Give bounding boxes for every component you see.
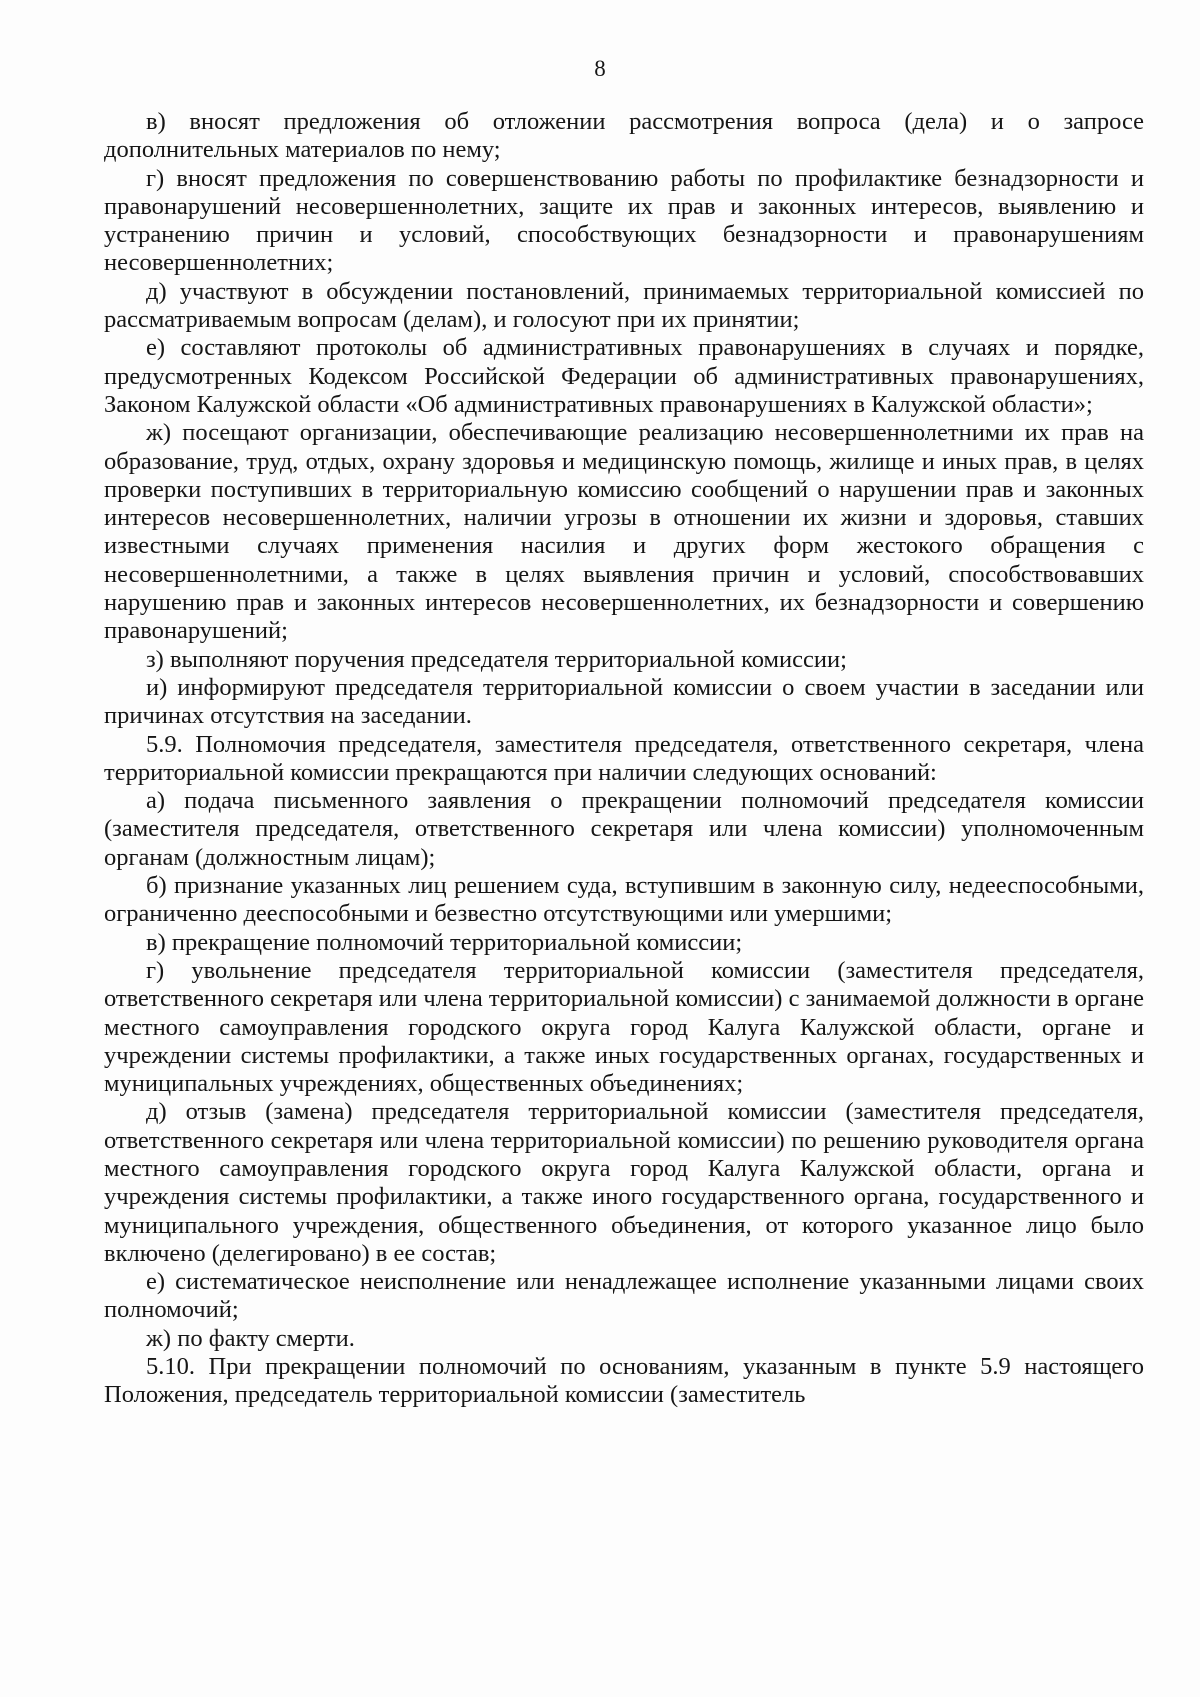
paragraph-5-10-termination-effect: 5.10. При прекращении полномочий по основаниям, указанным в пункте 5.9 настоящего Положения, председатель территориальной комиссии (заместитель [104, 1353, 1144, 1409]
paragraph-i-inform: и) информируют председателя территориальной комиссии о своем участии в заседании или причинах отсутствия на заседании. [104, 673, 1144, 730]
paragraph-d-recall: д) отзыв (замена) председателя территориальной комиссии (заместителя председателя, ответственного секретаря или члена территориальной комиссии) по решению руководителя органа местного самоуправления городского округа город Калуга Калужской области, органа и учреждения системы профилактики, а также иного государственного органа, государственного и муниципального учреждения, общественного объединения, от которого указанное лицо было включено (делегировано) в ее состав; [104, 1098, 1144, 1267]
paragraph-e-nonperformance: е) систематическое неисполнение или ненадлежащее исполнение указанными лицами своих полномочий; [104, 1268, 1144, 1324]
document-body [104, 108, 1144, 1410]
paragraph-a-written-application: а) подача письменного заявления о прекращении полномочий председателя комиссии (заместителя председателя, ответственного секретаря или члена комиссии) уполномоченным органам (должностным лицам); [104, 787, 1144, 871]
paragraph-b-court-decision: б) признание указанных лиц решением суда, вступившим в законную силу, недееспособными, ограниченно дееспособными и безвестно отсутствующими или умершими; [104, 872, 1144, 928]
paragraph-z-instructions: з) выполняют поручения председателя территориальной комиссии; [146, 645, 847, 673]
paragraph-v-postpone-proposals: в) вносят предложения об отложении рассмотрения вопроса (дела) и о запросе дополнительных материалов по нему; [104, 108, 1144, 164]
paragraph-g-improvement-proposals: г) вносят предложения по совершенствованию работы по профилактике безнадзорности и правонарушений несовершеннолетних, защите их прав и законных интересов, выявлению и устранению причин и условий, способствующих безнадзорности и правонарушениям несовершеннолетних; [104, 164, 1144, 277]
paragraph-v-commission-termination: в) прекращение полномочий территориальной комиссии; [146, 928, 743, 956]
page-number: 8 [594, 56, 606, 81]
paragraph-5-9-termination: 5.9. Полномочия председателя, заместителя председателя, ответственного секретаря, члена территориальной комиссии прекращаются при наличии следующих оснований: [104, 730, 1144, 786]
paragraph-e-protocols: е) составляют протоколы об административных правонарушениях в случаях и порядке, предусмотренных Кодексом Российской Федерации об административных правонарушениях, Законом Калужской области «Об административных правонарушениях в Калужской области»; [104, 334, 1144, 418]
paragraph-d-participation: д) участвуют в обсуждении постановлений, принимаемых территориальной комиссией по рассматриваемым вопросам (делам), и голосуют при их принятии; [104, 277, 1144, 334]
paragraph-zh-visits: ж) посещают организации, обеспечивающие реализацию несовершеннолетними их прав на образование, труд, отдых, охрану здоровья и медицинскую помощь, жилище и иных прав, в целях проверки поступивших в территориальную комиссию сообщений о нарушении прав и законных интересов несовершеннолетних, наличии угрозы в отношении их жизни и здоровья, ставших известными случаях применения насилия и других форм жестокого обращения с несовершеннолетними, а также в целях выявления причин и условий, способствовавших нарушению прав и законных интересов несовершеннолетних, их безнадзорности и совершению правонарушений; [104, 419, 1144, 645]
paragraph-g-dismissal: г) увольнение председателя территориальной комиссии (заместителя председателя, ответственного секретаря или члена территориальной комиссии) с занимаемой должности в органе местного самоуправления городского округа город Калуга Калужской области, органе и учреждении системы профилактики, а также иных государственных органах, государственных и муниципальных учреждениях, общественных объединениях; [104, 956, 1144, 1098]
paragraph-zh-death: ж) по факту смерти. [146, 1324, 355, 1352]
